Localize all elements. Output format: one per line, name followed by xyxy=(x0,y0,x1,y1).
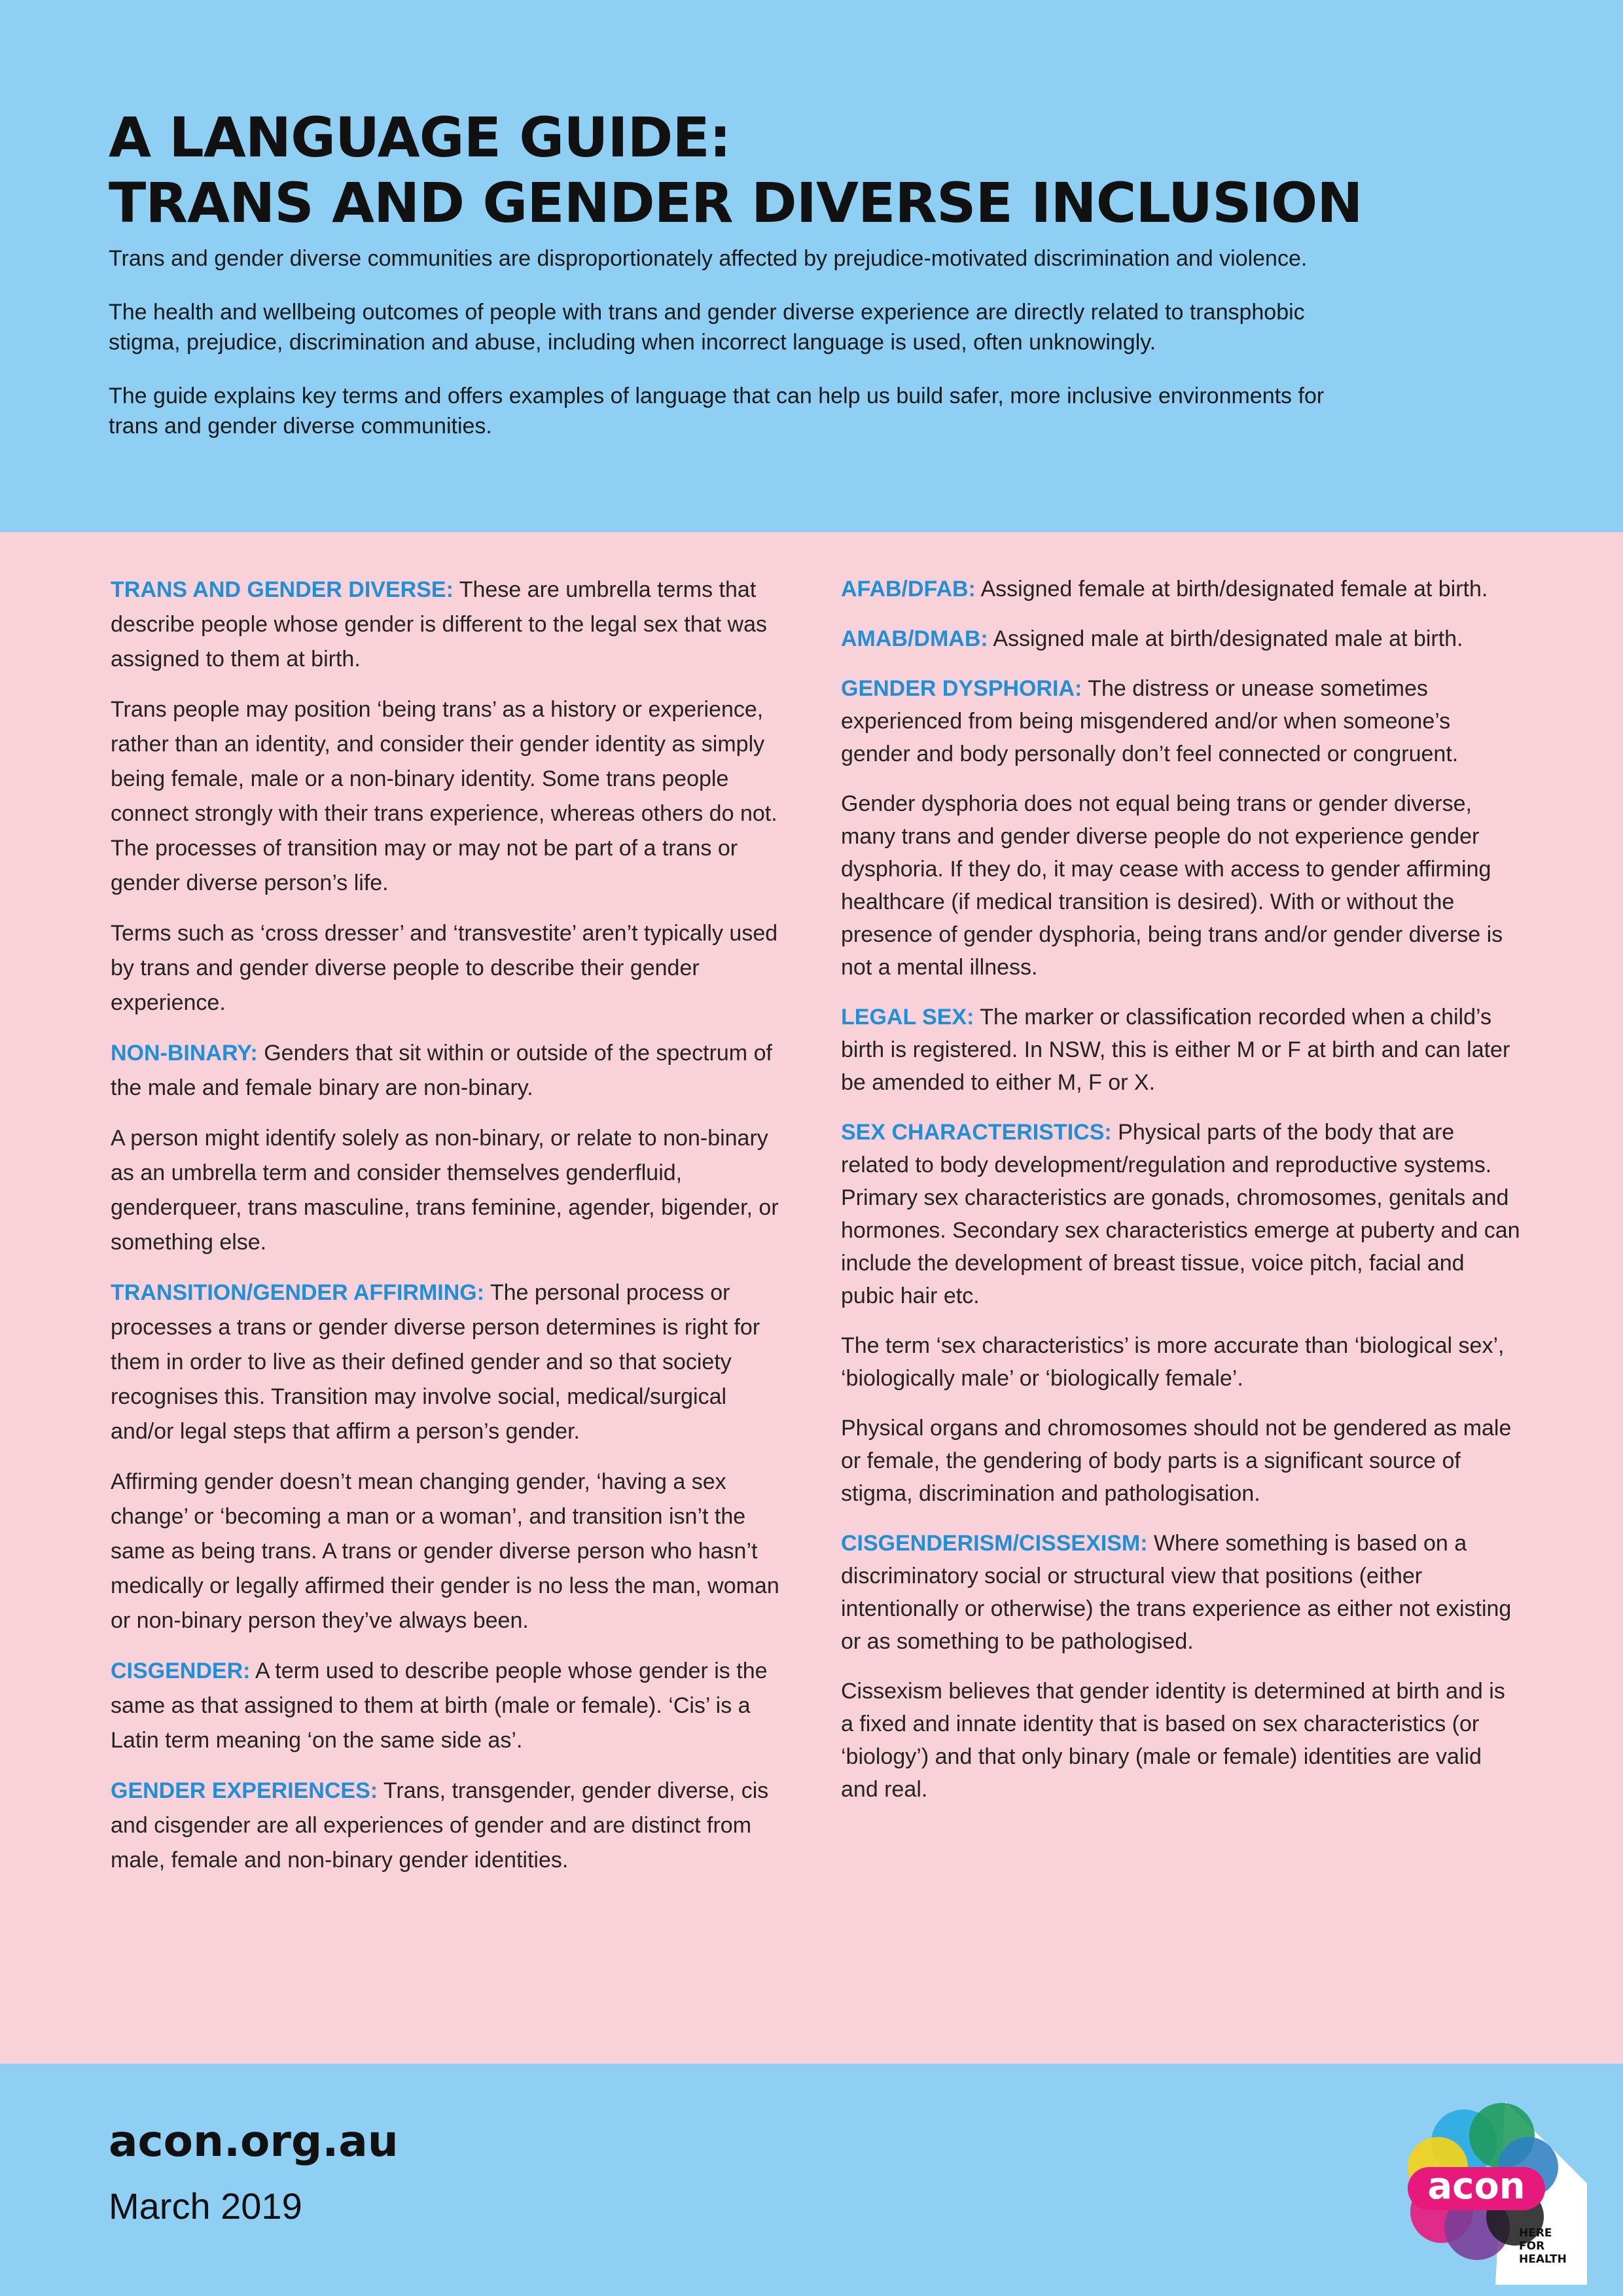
intro-paragraph: The guide explains key terms and offers examples of language that can help us build safer, more inclusive environments for trans and gender diverse communities. xyxy=(109,384,1325,439)
definition-text: Assigned male at birth/designated male at birth. xyxy=(988,626,1463,651)
definition-text: The personal process or processes a trans or gender diverse person determines is right for them in order to live as their defined gender and so that society recognises this. Transition may involve social, medical/surgical and/or legal steps that affirm a person’s gender. xyxy=(111,1280,760,1444)
intro-text xyxy=(109,243,1352,465)
definition-text: The marker or classification recorded when a child’s birth is registered. In NSW, this is either M or F at birth and can later be amended to either M, F or X. xyxy=(841,1005,1510,1095)
definition-text: Assigned female at birth/designated female at birth. xyxy=(975,577,1488,601)
paragraph: Affirming gender doesn’t mean changing gender, ‘having a sex change’ or ‘becoming a man or a woman’, and transition isn’t the same as being trans. A trans or gender diverse person who hasn’t medically or legally affirmed their gender is no less the man, woman or non-binary person they’ve always been. xyxy=(111,1469,779,1633)
definition-afab xyxy=(841,573,1522,605)
definition-text: Genders that sit within or outside of the spectrum of the male and female binary are non-binary. xyxy=(111,1041,772,1100)
term-label: GENDER DYSPHORIA: xyxy=(841,676,1082,701)
definition-text: Physical parts of the body that are related to body development/regulation and reproductive systems. Primary sex characteristics are gonads, chromosomes, genitals and hormones. Secondary sex characteristics emerge at puberty and can include the development of breast tissue, voice pitch, facial and pubic hair etc. xyxy=(841,1120,1520,1308)
definition-text: Trans, transgender, gender diverse, cis and cisgender are all experiences of gender and are distinct from male, female and non-binary gender identities. xyxy=(111,1778,769,1873)
website-url[interactable]: acon.org.au xyxy=(109,2116,399,2166)
definition-text: These are umbrella terms that describe people whose gender is different to the legal sex that was assigned to them at birth. xyxy=(111,577,767,672)
title-line-1: A LANGUAGE GUIDE: xyxy=(109,105,731,170)
publication-date: March 2019 xyxy=(109,2185,302,2227)
page-title xyxy=(109,105,1363,236)
right-column xyxy=(841,573,1522,1823)
term-label: AFAB/DFAB: xyxy=(841,577,976,601)
glossary-body xyxy=(0,532,1623,2064)
definition-legal-sex xyxy=(841,1001,1522,1099)
intro-paragraph: Trans and gender diverse communities are disproportionately affected by prejudice-motivated discrimination and violence. xyxy=(109,246,1308,271)
term-label: GENDER EXPERIENCES: xyxy=(111,1778,378,1803)
definition-text: A term used to describe people whose gender is the same as that assigned to them at birth (male or female). ‘Cis’ is a Latin term meaning ‘on the same side as’. xyxy=(111,1659,768,1753)
title-line-2: TRANS AND GENDER DIVERSE INCLUSION xyxy=(109,171,1363,235)
paragraph: Trans people may position ‘being trans’ as a history or experience, rather than an identity, and consider their gender identity as simply being female, male or a non-binary identity. Some trans people connect strongly with their trans experience, whereas others do not. The processes of transition may or may not be part of a trans or gender diverse person’s life. xyxy=(111,697,777,895)
logo-tagline-health: HEALTH xyxy=(1519,2253,1567,2266)
term-label: LEGAL SEX: xyxy=(841,1005,974,1030)
term-label: SEX CHARACTERISTICS: xyxy=(841,1120,1112,1145)
definition-transition xyxy=(111,1276,791,1449)
definition-text: Where something is based on a discriminatory social or structural view that positions (either intentionally or otherwise) the trans experience as either not existing or as something to be pathologised. xyxy=(841,1531,1512,1654)
logo-tagline-here: HERE xyxy=(1519,2227,1552,2240)
logo-wordmark: acon xyxy=(1427,2165,1525,2208)
paragraph: A person might identify solely as non-binary, or relate to non-binary as an umbrella term and consider themselves genderfluid, genderqueer, trans masculine, trans feminine, agender, bigender, or something else. xyxy=(111,1126,779,1255)
definition-sex-characteristics xyxy=(841,1116,1522,1312)
acon-logo xyxy=(1391,2089,1587,2285)
left-column xyxy=(111,573,791,1893)
definition-gender-dysphoria xyxy=(841,672,1522,770)
term-label: CISGENDER: xyxy=(111,1659,251,1683)
definition-cisgender xyxy=(111,1654,791,1758)
paragraph: Terms such as ‘cross dresser’ and ‘transvestite’ aren’t typically used by trans and gender diverse people to describe their gender experience. xyxy=(111,921,778,1015)
term-label: CISGENDERISM/CISSEXISM: xyxy=(841,1531,1148,1556)
definition-gender-experiences xyxy=(111,1774,791,1878)
logo-tagline-for: FOR xyxy=(1519,2240,1545,2253)
term-label: AMAB/DMAB: xyxy=(841,626,988,651)
paragraph: Gender dysphoria does not equal being trans or gender diverse, many trans and gender diverse people do not experience gender dysphoria. If they do, it may cease with access to gender affirming healthcare (if medical transition is desired). With or without the presence of gender dysphoria, being trans and/or gender diverse is not a mental illness. xyxy=(841,791,1503,980)
header-banner xyxy=(0,0,1623,532)
paragraph: The term ‘sex characteristics’ is more accurate than ‘biological sex’, ‘biologically male’ or ‘biologically female’. xyxy=(841,1333,1505,1391)
term-label: TRANS AND GENDER DIVERSE: xyxy=(111,577,454,602)
term-label: NON-BINARY: xyxy=(111,1041,258,1066)
definition-trans-and-gender-diverse xyxy=(111,573,791,677)
term-label: TRANSITION/GENDER AFFIRMING: xyxy=(111,1280,485,1305)
definition-text: The distress or unease sometimes experienced from being misgendered and/or when someone’s gender and body personally don’t feel connected or congruent. xyxy=(841,676,1459,766)
definition-amab xyxy=(841,622,1522,655)
definition-non-binary xyxy=(111,1036,791,1105)
intro-paragraph: The health and wellbeing outcomes of people with trans and gender diverse experience are directly related to transphobic stigma, prejudice, discrimination and abuse, including when incorrect language is used, often unknowingly. xyxy=(109,300,1305,355)
paragraph: Cissexism believes that gender identity is determined at birth and is a fixed and innate identity that is based on sex characteristics (or ‘biology’) and that only binary (male or female) identities are valid and real. xyxy=(841,1679,1505,1802)
definition-cisgenderism xyxy=(841,1527,1522,1658)
paragraph: Physical organs and chromosomes should not be gendered as male or female, the gendering of body parts is a significant source of stigma, discrimination and pathologisation. xyxy=(841,1416,1512,1506)
footer-banner xyxy=(0,2064,1623,2296)
